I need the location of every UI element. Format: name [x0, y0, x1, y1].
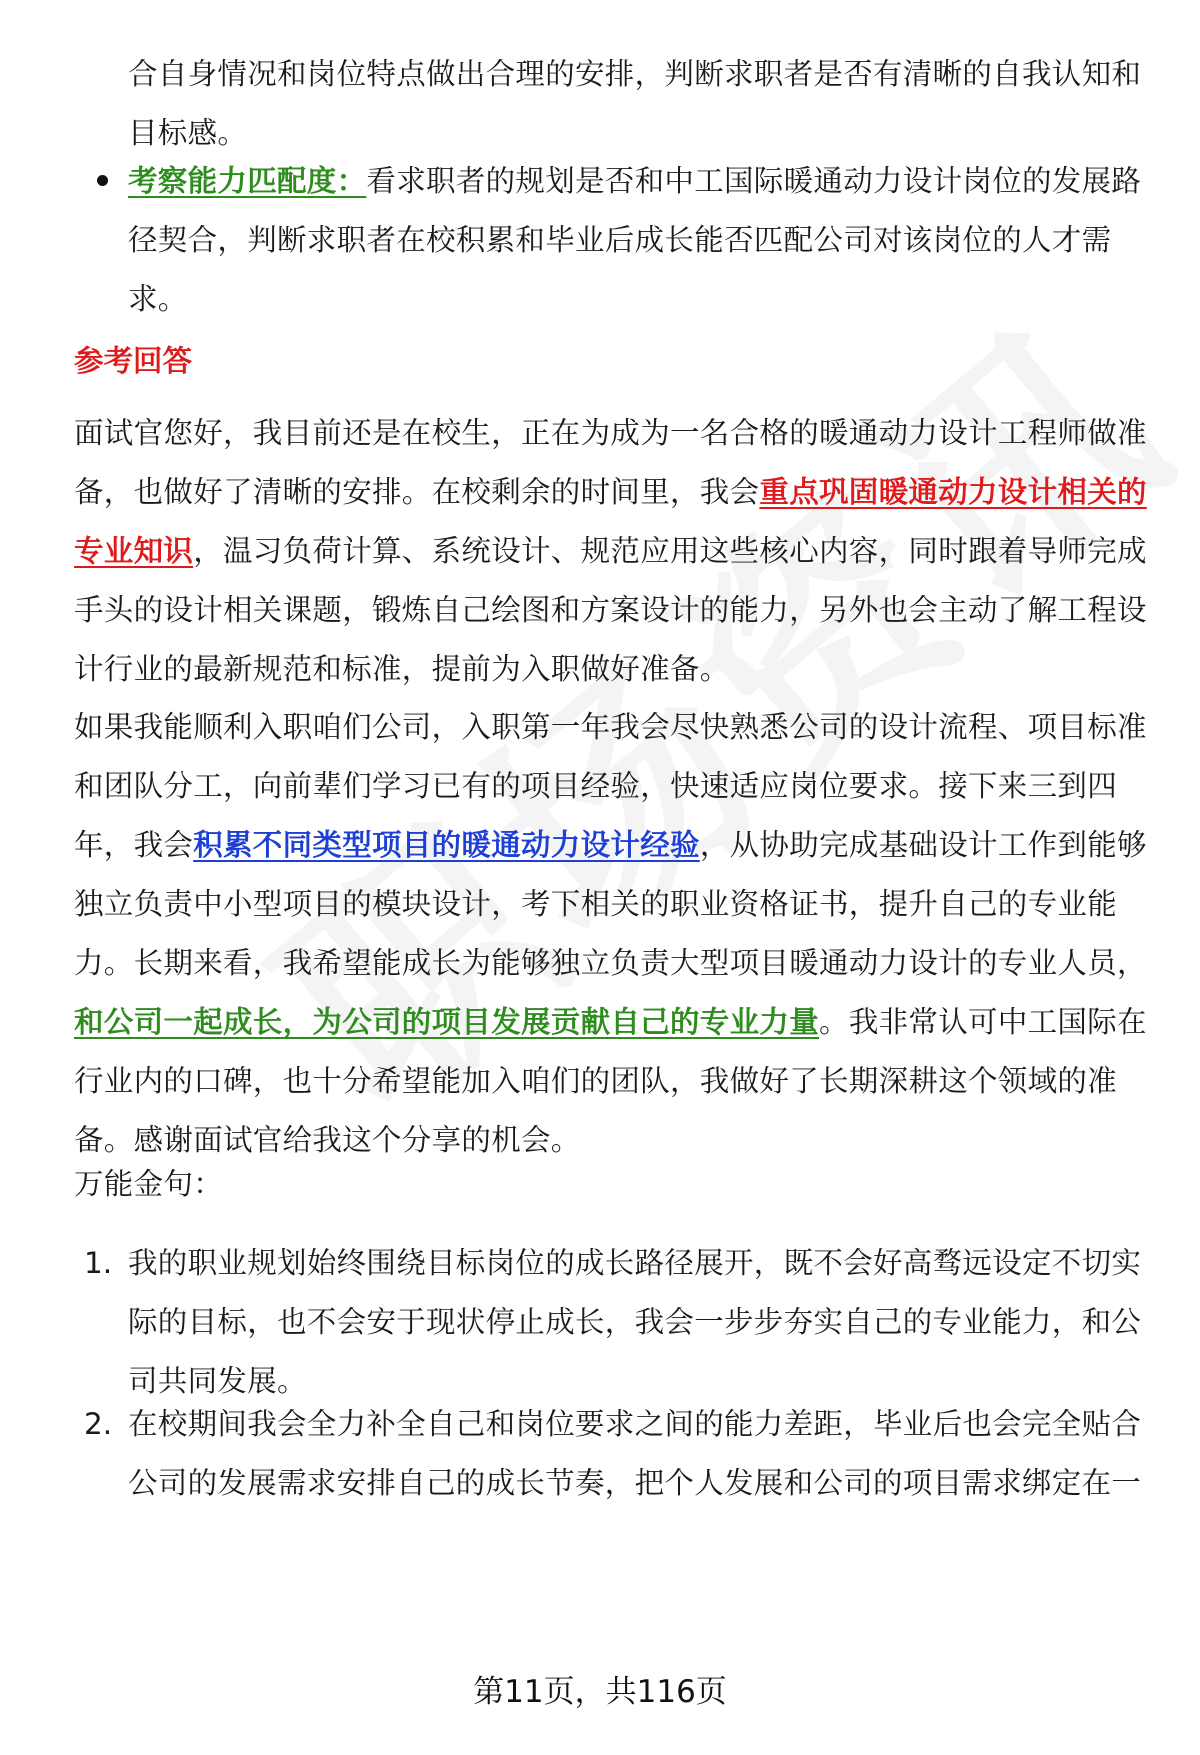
para2-middle: ，从协助完成基础设计工作到能够独立负责中小型项目的模块设计，考下相关的职业资格证书，提升自己的专业能力。长期来看，我希望能成长为能够独立负责大型项目暖通动力设计的专业人员，: [74, 828, 1147, 980]
para2-after: 。我非常认可中工国际在行业内的口碑，也十分希望能加入咱们的团队，我做好了长期深耕这个领域的准备。感谢面试官给我这个分享的机会。: [74, 1005, 1147, 1157]
golden-label: 万能金句：: [74, 1167, 224, 1201]
bullet-item: [128, 152, 1154, 329]
section-heading: 参考回答: [74, 344, 193, 378]
page-footer: 第11页，共116页: [473, 1674, 727, 1710]
intro-paragraph: [128, 45, 1154, 163]
para1-after: ，温习负荷计算、系统设计、规范应用这些核心内容，同时跟着导师完成手头的设计相关课题，锻炼自己绘图和方案设计的能力，另外也会主动了解工程设计行业的最新规范和标准，提前为入职做好准备。: [74, 534, 1147, 686]
golden-item: 在校期间我会全力补全自己和岗位要求之间的能力差距，毕业后也会完全贴合公司的发展需求安排自己的成长节奏，把个人发展和公司的项目需求绑定在一: [128, 1407, 1142, 1500]
bullet-label: 考察能力匹配度：: [128, 164, 367, 198]
bullet-text: 看求职者的规划是否和中工国际暖通动力设计岗位的发展路径契合，判断求职者在校积累和毕业后成长能否匹配公司对该岗位的人才需求。: [128, 164, 1142, 316]
golden-item-number: 2.: [84, 1407, 113, 1441]
para2-highlight-green: 和公司一起成长，为公司的项目发展贡献自己的专业力量: [74, 1005, 820, 1039]
golden-item: 我的职业规划始终围绕目标岗位的成长路径展开，既不会好高骛远设定不切实际的目标，也不会安于现状停止成长，我会一步步夯实自己的专业能力，和公司共同发展。: [128, 1246, 1142, 1398]
para1-before: 面试官您好，我目前还是在校生，正在为成为一名合格的暖通动力设计工程师做准备，也做好了清晰的安排。在校剩余的时间里，我会: [74, 416, 1147, 509]
answer-paragraph-2: [74, 698, 1154, 1170]
intro-text: 合自身情况和岗位特点做出合理的安排，判断求职者是否有清晰的自我认知和目标感。: [128, 57, 1142, 150]
golden-item-number: 1.: [84, 1246, 113, 1280]
para2-before: 如果我能顺利入职咱们公司，入职第一年我会尽快熟悉公司的设计流程、项目标准和团队分工，向前辈们学习已有的项目经验，快速适应岗位要求。接下来三到四年，我会: [74, 710, 1147, 862]
para2-highlight-blue: 积累不同类型项目的暖通动力设计经验: [193, 828, 700, 862]
answer-paragraph-1: [74, 404, 1154, 699]
para1-highlight: 重点巩固暖通动力设计相关的专业知识: [74, 475, 1147, 568]
bullet-dot-icon: [97, 175, 108, 186]
